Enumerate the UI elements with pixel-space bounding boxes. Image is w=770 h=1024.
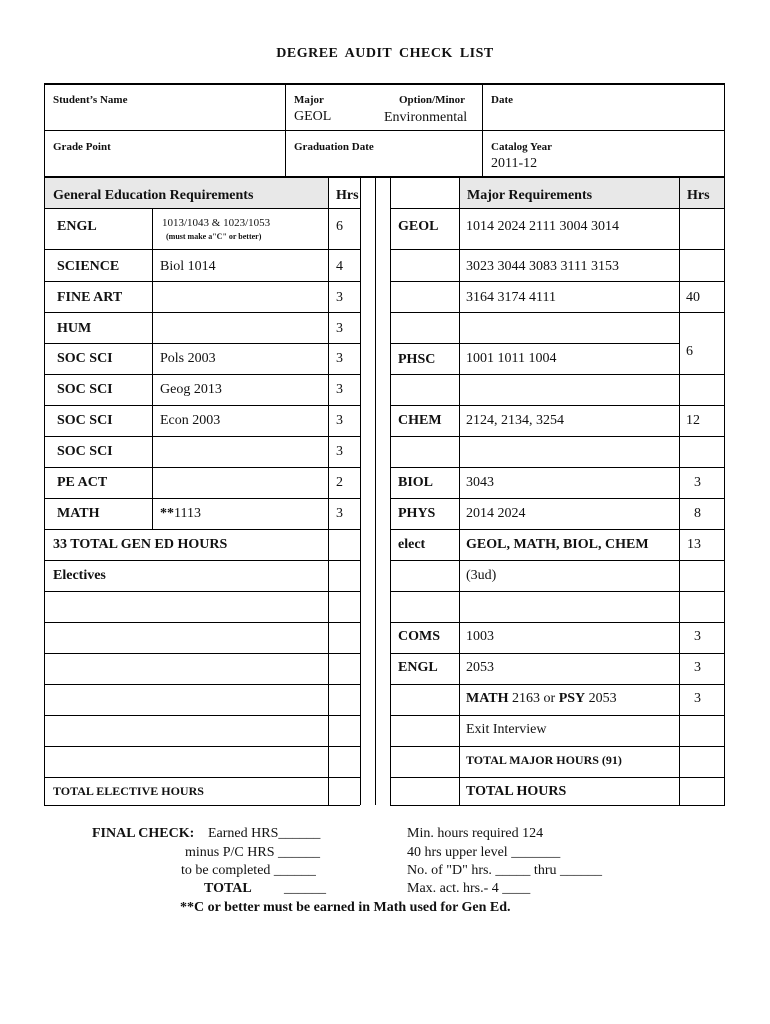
gen-ed-subject: HUM bbox=[57, 321, 92, 336]
gen-ed-course: Pols 2003 bbox=[160, 351, 216, 366]
major-hrs-divider bbox=[679, 177, 680, 805]
major-courses: 3023 3044 3083 3111 3153 bbox=[466, 259, 619, 274]
major-dept: COMS bbox=[398, 629, 440, 644]
major-dept: CHEM bbox=[398, 413, 442, 428]
min-hours-required: Min. hours required 124 bbox=[407, 826, 544, 841]
major-courses: 2014 2024 bbox=[466, 506, 526, 521]
header-divider-3 bbox=[482, 130, 483, 177]
major-heading: Major Requirements bbox=[467, 188, 593, 203]
header-mid-border bbox=[44, 130, 725, 131]
major-row-rule bbox=[390, 653, 725, 654]
gen-ed-row-rule bbox=[44, 498, 360, 499]
major-value: GEOL bbox=[294, 109, 332, 124]
major-row-rule bbox=[390, 374, 725, 375]
gen-ed-row-rule bbox=[44, 374, 360, 375]
major-row-rule bbox=[390, 281, 725, 282]
gen-ed-subject: PE ACT bbox=[57, 475, 108, 490]
total-major-hours-label: TOTAL MAJOR HOURS (91) bbox=[466, 753, 622, 767]
to-be-completed-line: to be completed ______ bbox=[181, 863, 316, 878]
major-course-psy: PSY bbox=[558, 691, 586, 706]
gen-ed-subject: ENGL bbox=[57, 219, 97, 234]
catalog-year-value: 2011-12 bbox=[491, 156, 538, 171]
major-row-rule bbox=[390, 208, 725, 209]
gen-ed-row-rule bbox=[44, 529, 360, 530]
gen-ed-hrs: 3 bbox=[336, 444, 343, 459]
major-row-rule bbox=[390, 715, 725, 716]
catalog-year-label: Catalog Year bbox=[491, 141, 552, 153]
gen-ed-row-rule bbox=[44, 249, 360, 250]
date-label: Date bbox=[491, 94, 513, 106]
gen-ed-row-rule bbox=[44, 684, 360, 685]
gen-ed-subject: SCIENCE bbox=[57, 259, 120, 274]
gen-ed-course-number: 1113 bbox=[174, 506, 201, 521]
major-dept: PHSC bbox=[398, 352, 436, 367]
gen-ed-row-rule bbox=[44, 777, 360, 778]
major-row-rule bbox=[390, 498, 725, 499]
major-course-divider bbox=[459, 177, 460, 805]
gen-ed-heading: General Education Requirements bbox=[53, 188, 254, 203]
gen-ed-hrs: 3 bbox=[336, 413, 343, 428]
earned-hrs-line: Earned HRS______ bbox=[208, 826, 321, 841]
graduation-date-label: Graduation Date bbox=[294, 141, 374, 153]
total-elective-hours-label: TOTAL ELECTIVE HOURS bbox=[53, 784, 204, 798]
gen-ed-left-border bbox=[44, 177, 45, 805]
gen-ed-course-note: (must make a"C" or better) bbox=[166, 232, 262, 241]
option-minor-label: Option/Minor bbox=[399, 94, 466, 106]
gen-ed-row-rule bbox=[44, 622, 360, 623]
major-right-border bbox=[724, 177, 725, 805]
major-dept: BIOL bbox=[398, 475, 434, 490]
gen-ed-row-rule bbox=[44, 281, 360, 282]
major-hrs: 13 bbox=[687, 537, 701, 552]
major-dept: GEOL bbox=[398, 219, 439, 234]
major-courses: 3043 bbox=[466, 475, 494, 490]
spacer-right-border bbox=[390, 177, 391, 805]
major-row-rule bbox=[390, 591, 725, 592]
major-hrs: 8 bbox=[694, 506, 701, 521]
major-dept: ENGL bbox=[398, 660, 438, 675]
gen-ed-total-label: 33 TOTAL GEN ED HOURS bbox=[53, 537, 228, 552]
final-total-blank: ______ bbox=[284, 881, 326, 896]
gen-ed-row-rule bbox=[44, 343, 360, 344]
upper-level-hours: 40 hrs upper level _______ bbox=[407, 845, 561, 860]
header-right-border bbox=[724, 83, 725, 177]
gen-ed-row-rule bbox=[44, 436, 360, 437]
gen-ed-course bbox=[160, 507, 201, 521]
max-act-hours: Max. act. hrs.- 4 ____ bbox=[407, 881, 531, 896]
gen-ed-row-rule bbox=[44, 312, 360, 313]
major-row-rule bbox=[390, 405, 725, 406]
major-row-rule bbox=[390, 249, 725, 250]
major-courses: 3164 3174 4111 bbox=[466, 290, 556, 305]
gen-ed-hrs: 3 bbox=[336, 382, 343, 397]
spacer-left-border bbox=[375, 177, 376, 805]
gen-ed-course-prefix: ** bbox=[160, 506, 174, 521]
major-dept: PHYS bbox=[398, 506, 436, 521]
gen-ed-row-rule bbox=[44, 653, 360, 654]
major-course-math: MATH bbox=[466, 691, 509, 706]
math-gen-ed-note: **C or better must be earned in Math used for Gen Ed. bbox=[180, 900, 511, 915]
major-courses: 2053 bbox=[466, 660, 494, 675]
major-hrs: 6 bbox=[686, 344, 693, 359]
gen-ed-row-rule bbox=[44, 591, 360, 592]
gen-ed-right-border bbox=[360, 177, 361, 805]
header-divider-1 bbox=[285, 83, 286, 177]
gen-ed-subject: SOC SCI bbox=[57, 444, 113, 459]
major-row-rule bbox=[390, 436, 725, 437]
header-top-border bbox=[44, 83, 725, 85]
major-hrs: 3 bbox=[694, 691, 701, 706]
major-hrs-heading: Hrs bbox=[687, 188, 710, 203]
major-label: Major bbox=[294, 94, 324, 106]
electives-label: Electives bbox=[53, 568, 106, 583]
gen-ed-hrs: 6 bbox=[336, 219, 343, 234]
major-row-rule bbox=[390, 467, 725, 468]
major-courses: 1001 1011 1004 bbox=[466, 351, 557, 366]
gen-ed-subject: SOC SCI bbox=[57, 413, 113, 428]
header-divider-2 bbox=[482, 83, 483, 131]
final-total-label: TOTAL bbox=[204, 881, 252, 896]
exit-interview-label: Exit Interview bbox=[466, 722, 547, 737]
major-row-rule bbox=[390, 529, 725, 530]
major-courses: 2124, 2134, 3254 bbox=[466, 413, 564, 428]
gen-ed-row-rule bbox=[44, 405, 360, 406]
major-row-rule bbox=[390, 560, 725, 561]
gen-ed-row-rule bbox=[44, 715, 360, 716]
major-row-rule bbox=[390, 746, 725, 747]
option-minor-value: Environmental bbox=[384, 110, 468, 125]
major-course-mid: 2163 or bbox=[508, 691, 559, 706]
major-hrs: 40 bbox=[686, 290, 700, 305]
major-courses bbox=[466, 692, 617, 706]
gen-ed-row-rule bbox=[44, 746, 360, 747]
major-row-rule bbox=[390, 622, 725, 623]
gen-ed-bottom-rule bbox=[44, 805, 360, 806]
gen-ed-hrs: 4 bbox=[336, 259, 343, 274]
major-hrs: 3 bbox=[694, 629, 701, 644]
major-courses: GEOL, MATH, BIOL, CHEM bbox=[466, 537, 649, 552]
major-row-rule bbox=[390, 777, 725, 778]
major-course-end: 2053 bbox=[585, 691, 617, 706]
gen-ed-hrs: 3 bbox=[336, 351, 343, 366]
grade-point-label: Grade Point bbox=[53, 141, 111, 153]
gen-ed-subject: FINE ART bbox=[57, 290, 123, 305]
total-hours-label: TOTAL HOURS bbox=[466, 784, 567, 799]
major-hrs: 12 bbox=[686, 413, 700, 428]
gen-ed-hrs: 2 bbox=[336, 475, 343, 490]
gen-ed-course: Geog 2013 bbox=[160, 382, 222, 397]
final-check-label: FINAL CHECK: bbox=[92, 826, 195, 841]
gen-ed-hrs-divider bbox=[328, 177, 329, 805]
gen-ed-course: Biol 1014 bbox=[160, 259, 216, 274]
gen-ed-hrs: 3 bbox=[336, 506, 343, 521]
gen-ed-subject: MATH bbox=[57, 506, 100, 521]
gen-ed-course: 1013/1043 & 1023/1053 bbox=[162, 217, 271, 229]
major-row-rule bbox=[390, 684, 725, 685]
major-courses: (3ud) bbox=[466, 568, 497, 583]
gen-ed-row-rule bbox=[44, 560, 360, 561]
page-title: DEGREE AUDIT CHECK LIST bbox=[276, 46, 494, 61]
major-dept: elect bbox=[398, 537, 426, 552]
major-row-rule bbox=[390, 312, 725, 313]
major-bottom-rule bbox=[390, 805, 725, 806]
student-name-label: Student’s Name bbox=[53, 94, 128, 106]
minus-pc-hrs-line: minus P/C HRS ______ bbox=[185, 845, 320, 860]
gen-ed-hrs: 3 bbox=[336, 290, 343, 305]
major-courses: 1014 2024 2111 3004 3014 bbox=[466, 219, 619, 234]
gen-ed-course-divider bbox=[152, 208, 153, 530]
gen-ed-hrs: 3 bbox=[336, 321, 343, 336]
header-left-border bbox=[44, 83, 45, 177]
major-courses: 1003 bbox=[466, 629, 494, 644]
major-hrs: 3 bbox=[694, 475, 701, 490]
d-hours-line: No. of "D" hrs. _____ thru ______ bbox=[407, 863, 602, 878]
gen-ed-subject: SOC SCI bbox=[57, 382, 113, 397]
major-hrs: 3 bbox=[694, 660, 701, 675]
gen-ed-row-rule bbox=[44, 467, 360, 468]
gen-ed-subject: SOC SCI bbox=[57, 351, 113, 366]
gen-ed-hrs-heading: Hrs bbox=[336, 188, 359, 203]
major-row-rule bbox=[390, 343, 679, 344]
gen-ed-course: Econ 2003 bbox=[160, 413, 221, 428]
gen-ed-row-rule bbox=[44, 208, 360, 209]
